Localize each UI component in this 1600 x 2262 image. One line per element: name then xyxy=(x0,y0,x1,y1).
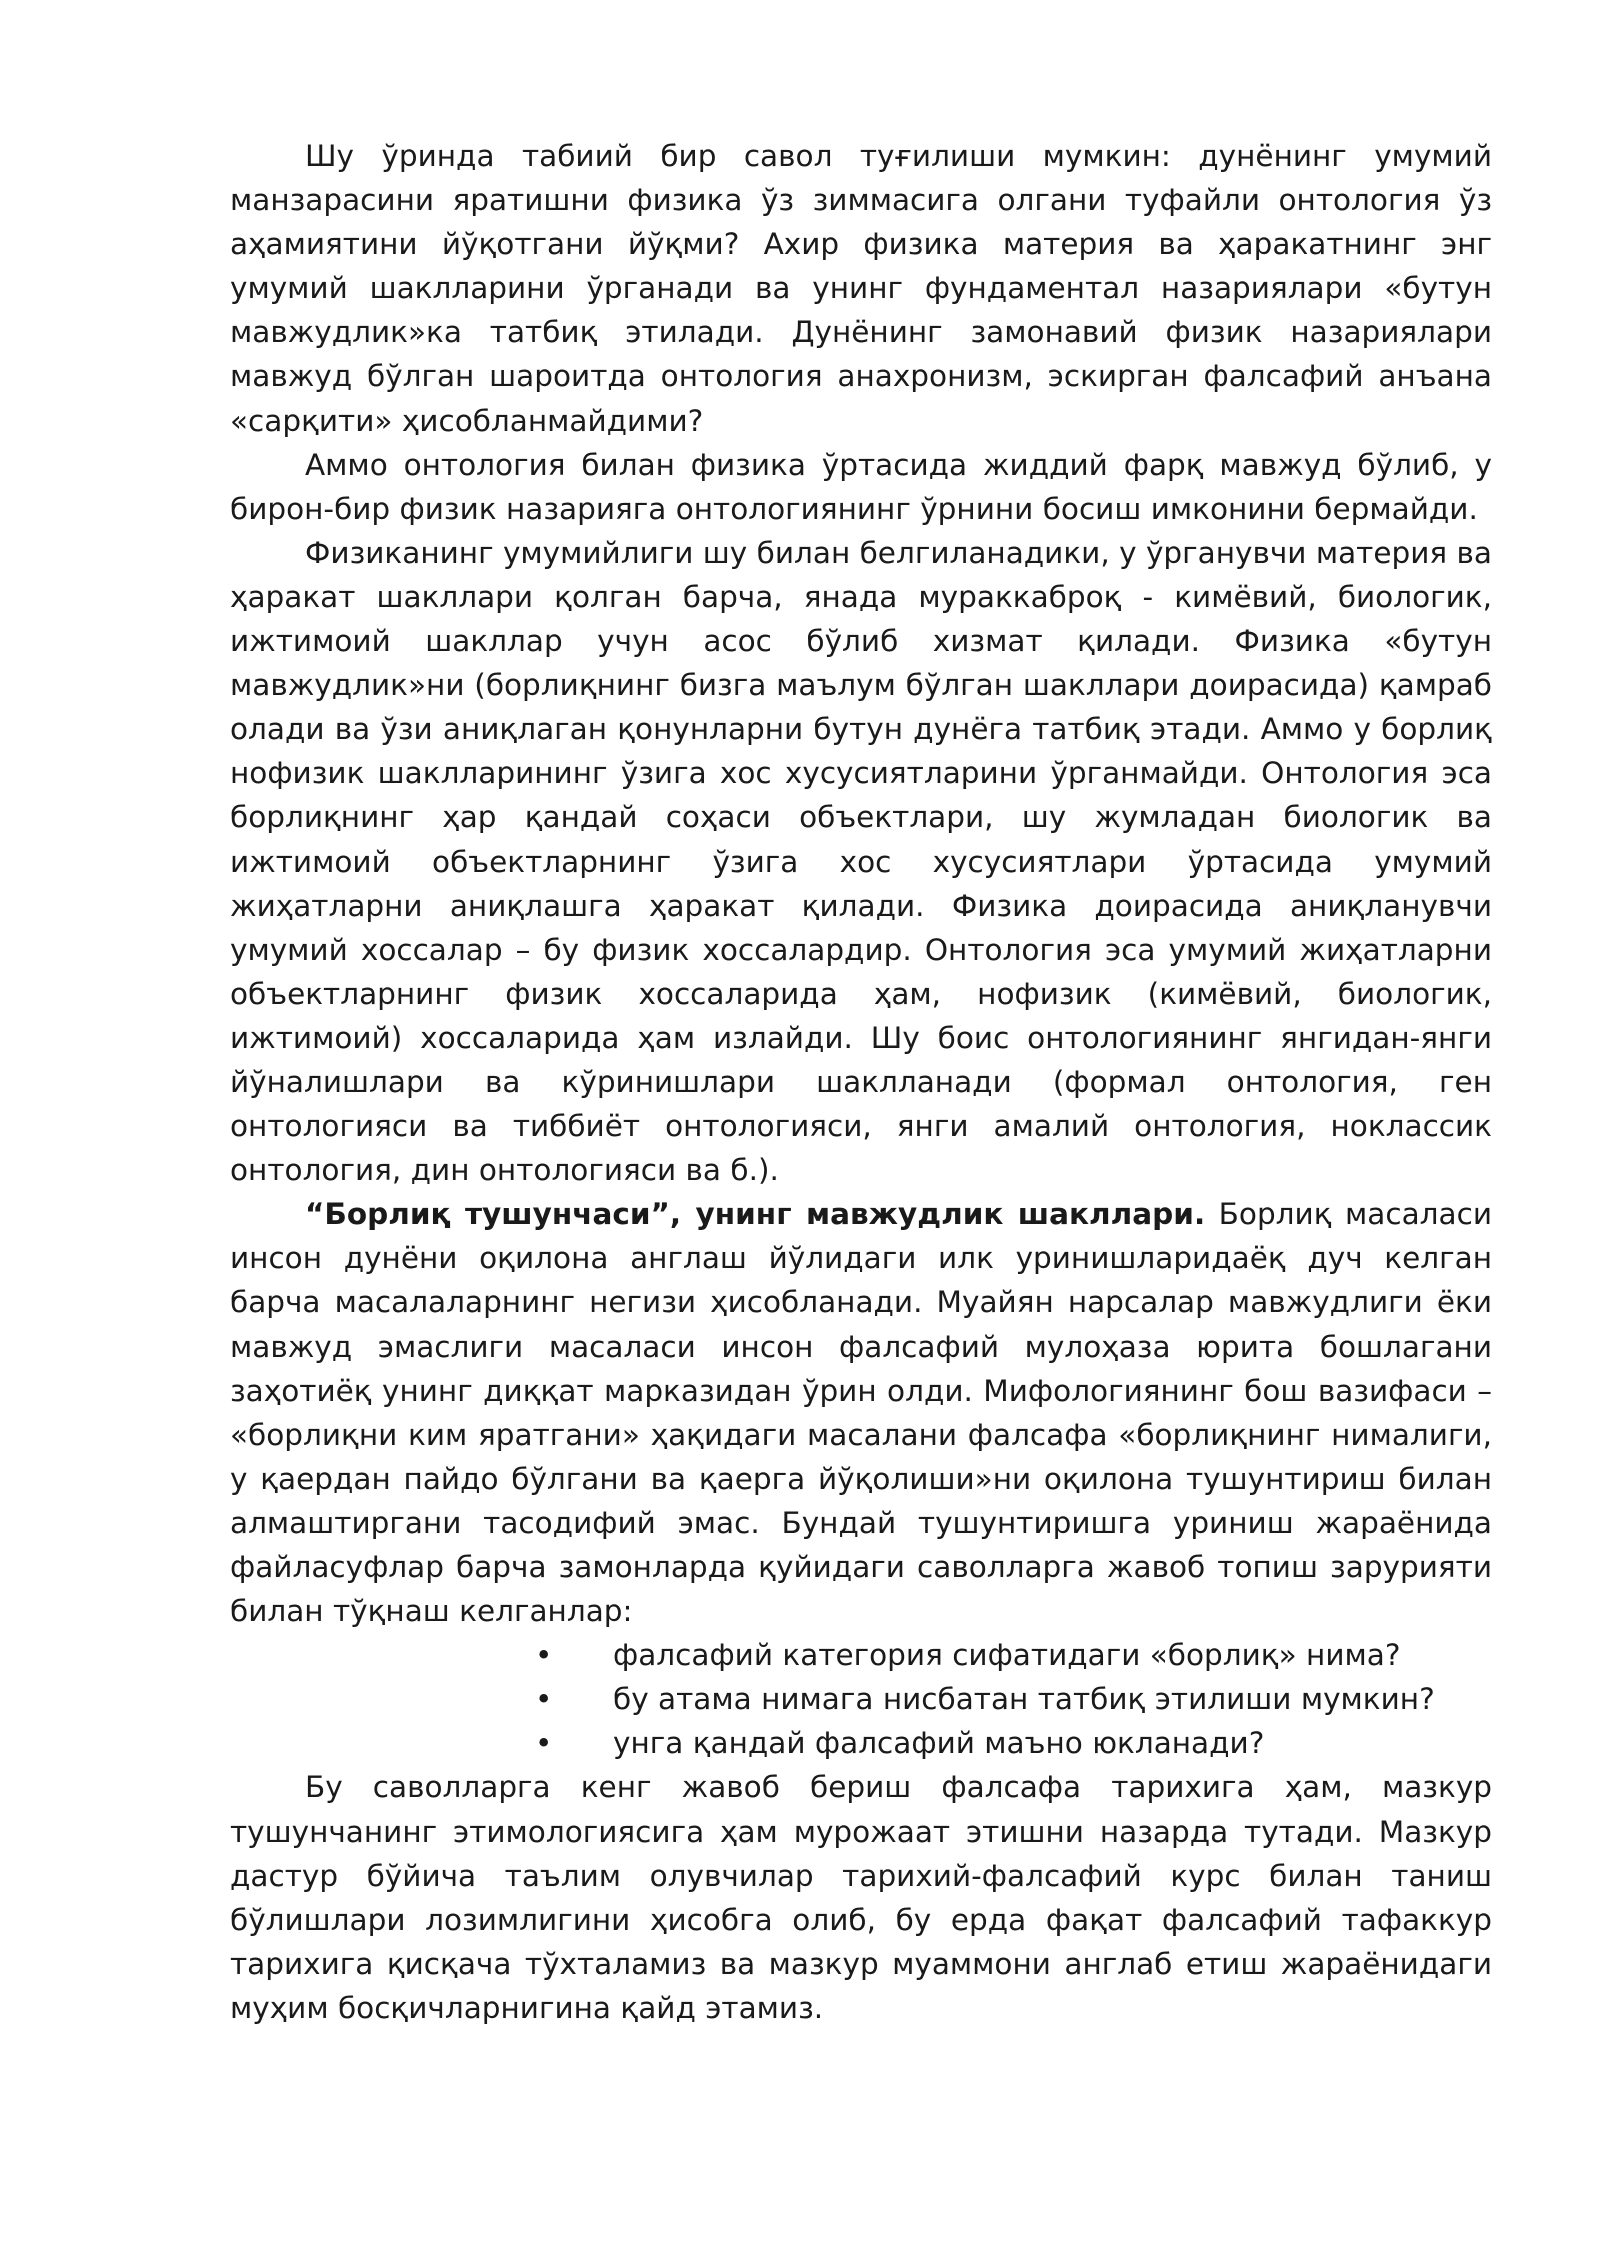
list-item-text: бу атама нимага нисбатан татбиқ этилиши мумкин? xyxy=(613,1682,1435,1717)
closing-paragraph: Бу саволларга кенг жавоб бериш фалсафа тарихига ҳам, мазкур тушунчанинг этимологиясига ҳам мурожаат этишни назарда тутади. Мазкур дастур бўйича таълим олувчилар тарихий-фалсафий курс билан таниш бўлишлари лозимлигини ҳисобга олиб, бу ерда фақат фалсафий тафаккур тарихига қисқача тўхталамиз ва мазкур муаммони англаб етиш жараёнидаги муҳим босқичларнигина қайд этамиз. xyxy=(230,1770,1492,2025)
list-item-text: фалсафий категория сифатидаги «борлиқ» нима? xyxy=(613,1638,1401,1673)
bullet-icon: • xyxy=(535,1726,553,1761)
list-item-text: унга қандай фалсафий маъно юкланади? xyxy=(613,1726,1265,1761)
list-item xyxy=(230,1721,1492,1765)
section-heading: “Борлиқ тушунчаси”, унинг мавжудлик шакллари. xyxy=(305,1197,1206,1232)
section-paragraph xyxy=(230,1192,1492,1633)
list-item xyxy=(230,1677,1492,1721)
document-page xyxy=(230,134,1492,2030)
paragraph-1: Шу ўринда табиий бир савол туғилиши мумкин: дунёнинг умумий манзарасини яратишни физика ўз зиммасига олгани туфайли онтология ўз аҳамиятини йўқотгани йўқми? Ахир физика материя ва ҳаракатнинг энг умумий шаклларини ўрганади ва унинг фундаментал назариялари «бутун мавжудлик»ка татбиқ этилади. Дунёнинг замонавий физик назариялари мавжуд бўлган шароитда онтология анахронизм, эскирган фалсафий анъана «сарқити» ҳисобланмайдими? xyxy=(230,139,1492,438)
bullet-icon: • xyxy=(535,1682,553,1717)
question-list xyxy=(230,1633,1492,1765)
paragraph-2: Аммо онтология билан физика ўртасида жиддий фарқ мавжуд бўлиб, у бирон-бир физик назарияга онтологиянинг ўрнини босиш имконини бермайди. xyxy=(230,447,1492,526)
paragraph-3: Физиканинг умумийлиги шу билан белгиланадики, у ўрганувчи материя ва ҳаракат шакллари қолган барча, янада мураккаброқ - кимёвий, биологик, ижтимоий шакллар учун асос бўлиб хизмат қилади. Физика «бутун мавжудлик»ни (борлиқнинг бизга маълум бўлган шакллари доирасида) қамраб олади ва ўзи аниқлаган қонунларни бутун дунёга татбиқ этади. Аммо у борлиқ нофизик шаклларининг ўзига хос хусусиятларини ўрганмайди. Онтология эса борлиқнинг ҳар қандай соҳаси объектлари, шу жумладан биологик ва ижтимоий объектларнинг ўзига хос хусусиятлари ўртасида умумий жиҳатларни аниқлашга ҳаракат қилади. Физика доирасида аниқланувчи умумий хоссалар – бу физик хоссалардир. Онтология эса умумий жиҳатларни объектларнинг физик хоссаларида ҳам, нофизик (кимёвий, биологик, ижтимоий) хоссаларида ҳам излайди. Шу боис онтологиянинг янгидан-янги йўналишлари ва кўринишлари шаклланади (формал онтология, ген онтологияси ва тиббиёт онтологияси, янги амалий онтология, ноклассик онтология, дин онтологияси ва б.). xyxy=(230,535,1492,1188)
bullet-icon: • xyxy=(535,1638,553,1673)
list-item xyxy=(230,1633,1492,1677)
section-text: Борлиқ масаласи инсон дунёни оқилона англаш йўлидаги илк уринишларидаёқ дуч келган барча масалаларнинг негизи ҳисобланади. Муайян нарсалар мавжудлиги ёки мавжуд эмаслиги масаласи инсон фалсафий мулоҳаза юрита бошлагани заҳотиёқ унинг диққат марказидан ўрин олди. Мифологиянинг бош вазифаси – «борлиқни ким яратгани» ҳақидаги масалани фалсафа «борлиқнинг нималиги, у қаердан пайдо бўлгани ва қаерга йўқолиши»ни оқилона тушунтириш билан алмаштиргани тасодифий эмас. Бундай тушунтиришга уриниш жараёнида файласуфлар барча замонларда қуйидаги саволларга жавоб топиш зарурияти билан тўқнаш келганлар: xyxy=(230,1197,1492,1629)
